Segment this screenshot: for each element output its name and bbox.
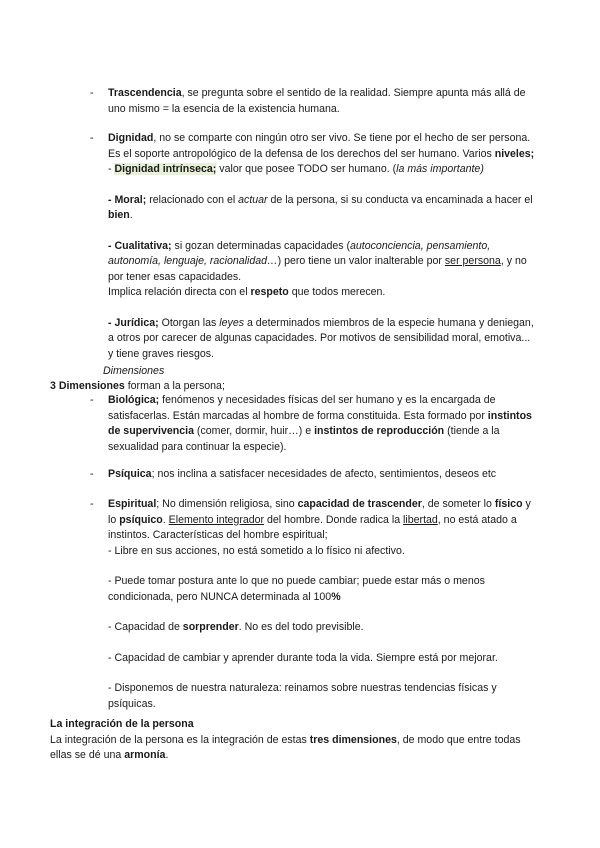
text: , no está atado a [437,513,517,526]
term-cualitativa: - Cualitativa; [108,239,172,252]
term-respeto: respeto [250,286,289,298]
text: instintos. Características del hombre espiritual; [108,529,328,541]
section-integracion [50,717,580,764]
text: La integración de la persona es la integración de estas [50,733,310,746]
text: Es el soporte antropológico de la defensa de los derechos del ser humano. Varios [108,147,495,160]
term-supervivencia: de supervivencia [108,425,194,437]
text: valor que posee TODO ser humano. ( [216,163,397,175]
bullet-trascendencia [90,86,578,117]
term-sorprender: sorprender [182,621,239,633]
underlined-text: libertad [403,513,438,526]
text: - Disponemos de nuestra naturaleza: reinamos sobre nuestras tendencias físicas y [108,682,497,694]
text: a determinados miembros de la especie humana y deniegan, [244,316,534,329]
text: a otros por carecer de algunas capacidades. Por motivos de sensibilidad moral, emotiva... [108,332,531,344]
term-bien: bien [108,209,130,221]
text: Otorgan las [158,316,220,329]
text: forman a la persona; [124,380,225,392]
text: ; nos inclina a satisfacer necesidades de afecto, sentimientos, deseos etc [151,468,497,480]
text: relacionado con el [146,193,239,206]
text: , y no [500,255,527,267]
text: (comer, dormir, huir…) e [193,425,315,437]
text: - Capacidad de cambiar y aprender durante toda la vida. Siempre está por mejorar. [108,651,498,664]
term-reproduccion: instintos de reproducción [314,425,445,437]
term-niveles: niveles; [494,147,535,160]
percent: % [331,590,341,603]
heading-bold: 3 Dimensiones [50,380,125,392]
text: - Puede tomar postura ante lo que no puede cambiar; puede estar más o menos [108,575,485,587]
term-trascendencia: Trascendencia [108,87,182,99]
text: ) pero tiene un valor inalterable por [277,255,445,267]
text: , de modo que entre todas [396,733,521,746]
bullet-espiritual [90,497,578,712]
text: del hombre. Donde radica la [264,513,404,526]
italic-text: leyes [219,316,245,329]
term-moral: - Moral; [108,193,147,206]
term-capacidad: capacidad de trascender [297,498,422,510]
text: , no se comparte con ningún otro ser vivo. Se tiene por el hecho de ser persona. [153,132,531,144]
term-dignidad: Dignidad [108,132,154,144]
text: satisfacerlas. Están marcadas al hombre de forma constituida. Esta formado por [108,409,488,422]
text: que todos merecen. [288,286,386,298]
text: - [108,163,115,175]
bullet-marker: - [90,87,94,99]
text: ellas se dé una [50,749,125,761]
term-biologica: Biológica; [108,394,160,406]
italic-text: actuar [238,193,268,206]
bullet-marker: - [90,468,94,480]
text: ; No dimensión religiosa, sino [156,498,298,510]
term-psiquico: psíquico [119,513,163,526]
text: uno mismo = la esencia de la existencia humana. [108,102,340,115]
bullet-biologica [90,393,578,455]
term-dignidad-intrinseca: Dignidad intrínseca; [114,163,217,175]
text: condicionada, pero NUNCA determinada al 100 [108,590,332,603]
text: (tiende a la [444,425,500,437]
text: si gozan determinadas capacidades ( [171,239,351,252]
text: , se pregunta sobre el sentido de la realidad. Siempre apunta más allá de [181,87,526,99]
italic-text: Dimensiones [103,365,165,377]
text: . No es del todo previsible. [238,621,364,633]
italic-text: autonomía, lenguaje, racionalidad… [108,255,278,267]
text: Implica relación directa con el [108,286,251,298]
dimensiones-label [103,364,164,380]
note: la más importante) [396,163,484,175]
text: por tener esas capacidades. [108,270,242,283]
text: - Libre en sus acciones, no está sometido a lo físico ni afectivo. [108,544,405,557]
bullet-marker: - [90,394,94,406]
text: y [522,498,531,510]
text: - Capacidad de [108,621,183,633]
text: lo [108,513,120,526]
text: . [129,209,133,221]
bullet-dignidad [90,131,578,362]
text: fenómenos y necesidades físicas del ser humano y es la encargada de [159,394,496,406]
bullet-marker: - [90,132,94,144]
term-espiritual: Espiritual [108,498,157,510]
bullet-psiquica [90,467,578,483]
term-juridica: - Jurídica; [108,316,159,329]
text: psíquicas. [108,697,156,710]
term-instintos: instintos [487,409,532,422]
text: . [165,749,169,761]
text: sexualidad para continuar la especie). [108,440,287,453]
underlined-text: ser persona [444,255,501,267]
text: y tiene graves riesgos. [108,347,214,360]
text: de la persona, si su conducta va encaminada a hacer el [267,193,533,206]
term-tres-dimensiones: tres dimensiones [309,733,397,746]
term-armonia: armonía [124,749,166,761]
italic-text: autoconciencia, pensamiento, [350,239,491,252]
text: . [162,513,169,526]
section-heading: La integración de la persona [50,718,194,730]
bullet-marker: - [90,498,94,510]
term-psiquica: Psíquica [108,468,152,480]
text: , de someter lo [421,498,495,510]
underlined-text: Elemento integrador [168,513,265,526]
term-fisico: físico [494,498,523,510]
